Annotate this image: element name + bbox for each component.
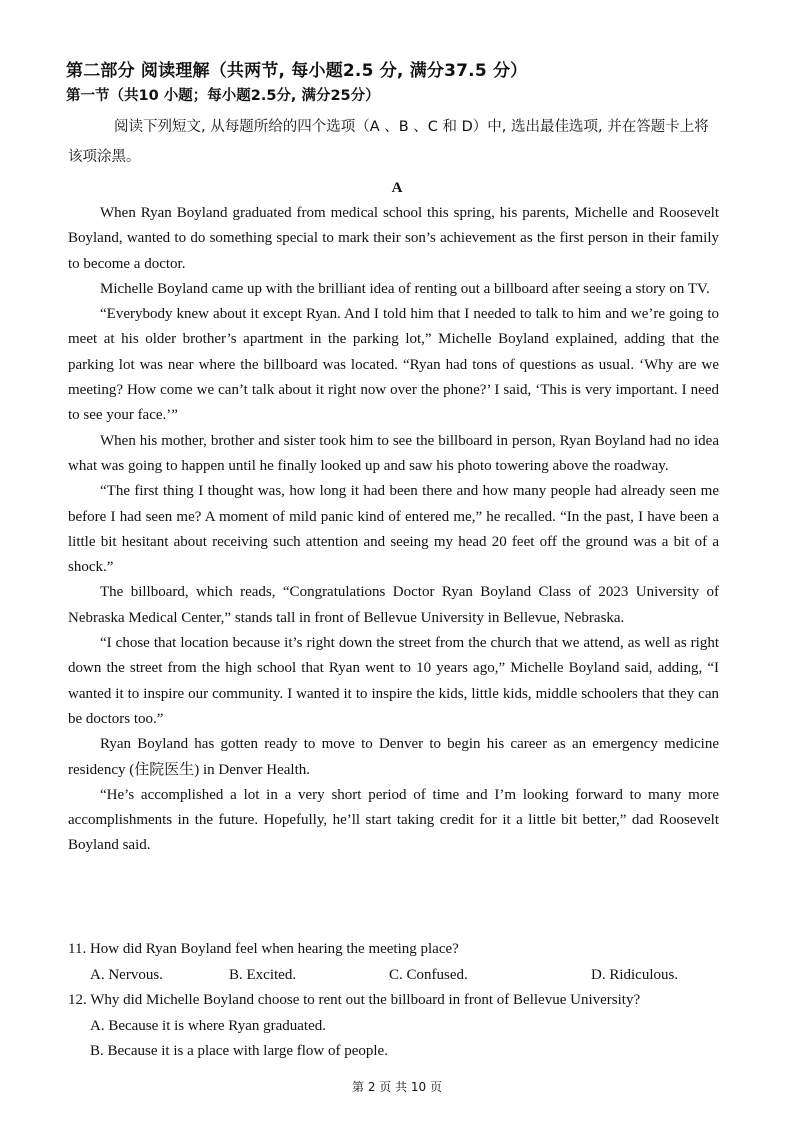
- question-12-stem: 12. Why did Michelle Boyland choose to rent out the billboard in front of Bellevue University?: [68, 992, 641, 1008]
- reading-passage: [68, 201, 719, 859]
- passage-paragraph: “He’s accomplished a lot in a very short period of time and I’m looking forward to many more accomplishments in the future. Hopefully, he’ll start taking credit for it a little bit better,” dad Roosevelt Boyland said.: [68, 786, 719, 854]
- passage-paragraph: “Everybody knew about it except Ryan. And I told him that I needed to talk to him and we’re going to meet at his older brother’s apartment in the parking lot,” Michelle Boyland explained, adding that the parking lot was near where the billboard was located. “Ryan had tons of questions as usual. ‘Why are we meeting? How come we can’t talk about it right now over the phone?’ I said, ‘This is very important. I need to see your face.’”: [68, 306, 719, 424]
- passage-paragraph: When his mother, brother and sister took him to see the billboard in person, Ryan Boyland had no idea what was going to happen until he finally looked up and saw his photo towering above the roadway.: [68, 432, 719, 474]
- question-list: [68, 937, 728, 1065]
- passage-paragraph: “The first thing I thought was, how long it had been there and how many people had already seen me before I had seen me? A moment of mild panic kind of entered me,” he recalled. “In the past, I have been a little bit hesitant about receiving such attention and seeing my head 20 feet off the ground was a bit of a shock.”: [68, 483, 719, 576]
- page-number: 第 2 页 共 10 页: [352, 1080, 442, 1094]
- passage-paragraph: When Ryan Boyland graduated from medical school this spring, his parents, Michelle and Roosevelt Boyland, wanted to do something special to mark their son’s achievement as the first person in their family to become a doctor.: [68, 205, 719, 272]
- question-11-option-a: A. Nervous.: [90, 966, 163, 983]
- question-11-option-c: C. Confused.: [389, 966, 468, 983]
- section-title: 第一节（共10 小题；每小题2.5分, 满分25分）: [66, 88, 380, 104]
- question-11-option-d: D. Ridiculous.: [591, 966, 679, 983]
- question-11-stem: 11. How did Ryan Boyland feel when hearing the meeting place?: [68, 941, 459, 957]
- passage-paragraph: The billboard, which reads, “Congratulations Doctor Ryan Boyland Class of 2023 University of Nebraska Medical Center,” stands tall in front of Bellevue University in Bellevue, Nebraska.: [68, 584, 719, 626]
- passage-paragraph: “I chose that location because it’s right down the street from the church that we attend, as well as right down the street from the high school that Ryan went to 10 years ago,” Michelle Boyland said, adding, “I wanted it to inspire our community. I wanted it to inspire the kids, little kids, middle schoolers that they can be doctors too.”: [68, 635, 719, 727]
- passage-paragraph: Michelle Boyland came up with the brilliant idea of renting out a billboard after seeing a story on TV.: [100, 280, 710, 297]
- instructions: 阅读下列短文, 从每题所给的四个选项（A 、B 、C 和 D）中, 选出最佳选项, 并在答题卡上将该项涂黑。: [68, 119, 709, 165]
- question-11-option-b: B. Excited.: [229, 966, 297, 983]
- passage-letter: A: [391, 180, 403, 196]
- question-12-option-a: A. Because it is where Ryan graduated.: [90, 1017, 326, 1034]
- part-title: 第二部分 阅读理解（共两节, 每小题2.5 分, 满分37.5 分）: [66, 61, 528, 81]
- question-11-options: [68, 963, 728, 989]
- question-12-option-b: B. Because it is a place with large flow of people.: [90, 1043, 388, 1059]
- passage-paragraph: Ryan Boyland has gotten ready to move to Denver to begin his career as an emergency medicine residency (住院医生) in Denver Health.: [68, 736, 719, 778]
